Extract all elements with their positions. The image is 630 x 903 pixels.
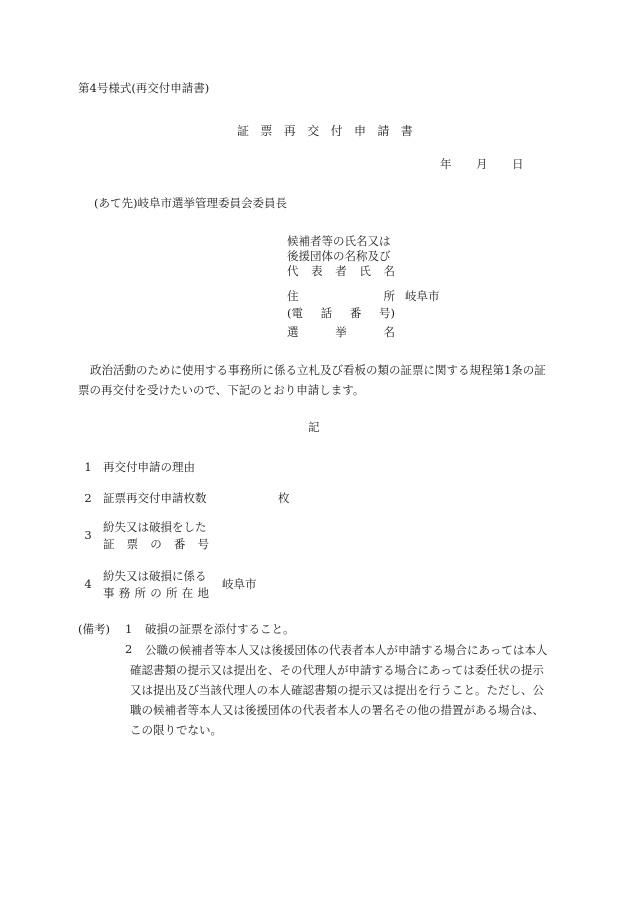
date-month: 月 (476, 157, 488, 171)
item-label: 再交付申請の理由 (103, 460, 195, 474)
ki-marker: 記 (308, 420, 320, 434)
notes-heading: (備考) (78, 622, 110, 636)
election-label: 選 挙 名 (287, 325, 395, 339)
note-number: 1 (125, 622, 133, 636)
address-value: 岐阜市 (405, 289, 440, 303)
item-number: 4 (84, 577, 92, 591)
note-text: 破損の証票を添付すること。 (145, 622, 295, 636)
item-label-line-2: 証 票 の 番 号 (103, 537, 209, 551)
applicant-name-label-2: 後援団体の名称及び (287, 249, 391, 263)
item-label-line-1: 紛失又は破損をした (103, 520, 207, 534)
phone-label: (電 話 番 号) (287, 306, 395, 320)
date-year: 年 (440, 157, 452, 171)
note-number: 2 (125, 642, 133, 656)
date-day: 日 (512, 157, 524, 171)
applicant-name-label-3: 代 表 者 氏 名 (287, 264, 395, 278)
body-paragraph: 政治活動のために使用する事務所に係る立札及び看板の類の証票に関する規程第1条の証票の再交付を受けたいので、下記のとおり申請します。 (78, 363, 546, 397)
item-label: 証票再交付申請枚数 (103, 491, 207, 505)
note-text: 公職の候補者等本人又は後援団体の代表者本人が申請する場合にあっては本人確認書類の提示又は提出を、その代理人が申請する場合にあっては委任状の提示又は提出及び当該代理人の本人確認書類の提示又は提出を行うこと。ただし、公職の候補者等本人又は後援団体の代表者本人の署名その他の措置がある場合は、この限りでない。 (130, 643, 548, 737)
item-label-line-2: 事 務 所 の 所 在 地 (103, 586, 209, 600)
applicant-name-label-1: 候補者等の氏名又は (287, 234, 391, 248)
item-number: 2 (84, 491, 92, 505)
form-number: 第4号様式(再交付申請書) (78, 81, 210, 95)
document-title: 証票再交付申請書 (237, 124, 425, 138)
item-number: 3 (84, 528, 92, 542)
item-value: 岐阜市 (222, 577, 257, 591)
item-label-line-1: 紛失又は破損に係る (103, 569, 207, 583)
address-label: 住 所 (287, 289, 395, 303)
addressee: (あて先)岐阜市選挙管理委員会委員長 (94, 196, 287, 210)
item-number: 1 (84, 460, 92, 474)
item-unit: 枚 (278, 491, 290, 505)
